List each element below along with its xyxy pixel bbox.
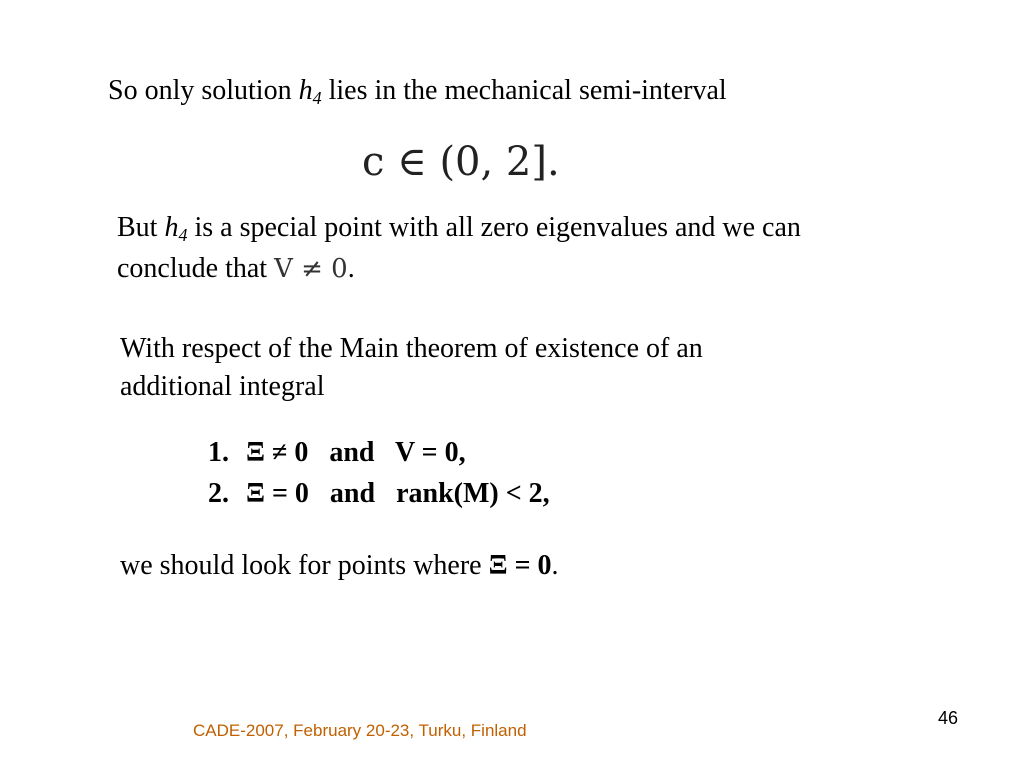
solution-line — [108, 74, 727, 108]
solution-text-after: lies in the mechanical semi-interval — [321, 75, 727, 106]
interval-formula: c ∈ (0, 2]. — [362, 139, 560, 185]
h4-variable: $h_4$ — [298, 75, 322, 108]
conclusion-line: we should look for points where Ξ = 0. — [120, 550, 559, 581]
special-point-line-1: But $h_4$ is a special point with all zero eigenvalues and we can — [117, 212, 801, 245]
v-not-zero-formula: V ≠ 0 — [274, 254, 348, 284]
h4-variable: $h_4$ — [164, 212, 188, 245]
solution-text-before: So only solution — [108, 75, 299, 106]
condition-2: 2. Ξ = 0 and rank(M) < 2, — [208, 478, 550, 509]
footer-text: CADE-2007, February 20-23, Turku, Finland — [193, 721, 527, 740]
theorem-line-1: With respect of the Main theorem of existence of an — [120, 333, 703, 364]
xi-zero: Ξ = 0 — [488, 550, 552, 581]
special-point-line-2: conclude that V ≠ 0. — [117, 253, 355, 284]
page-number: 46 — [938, 708, 959, 728]
condition-1: 1. Ξ ≠ 0 and V = 0, — [208, 437, 466, 468]
theorem-line-2: additional integral — [120, 371, 325, 402]
